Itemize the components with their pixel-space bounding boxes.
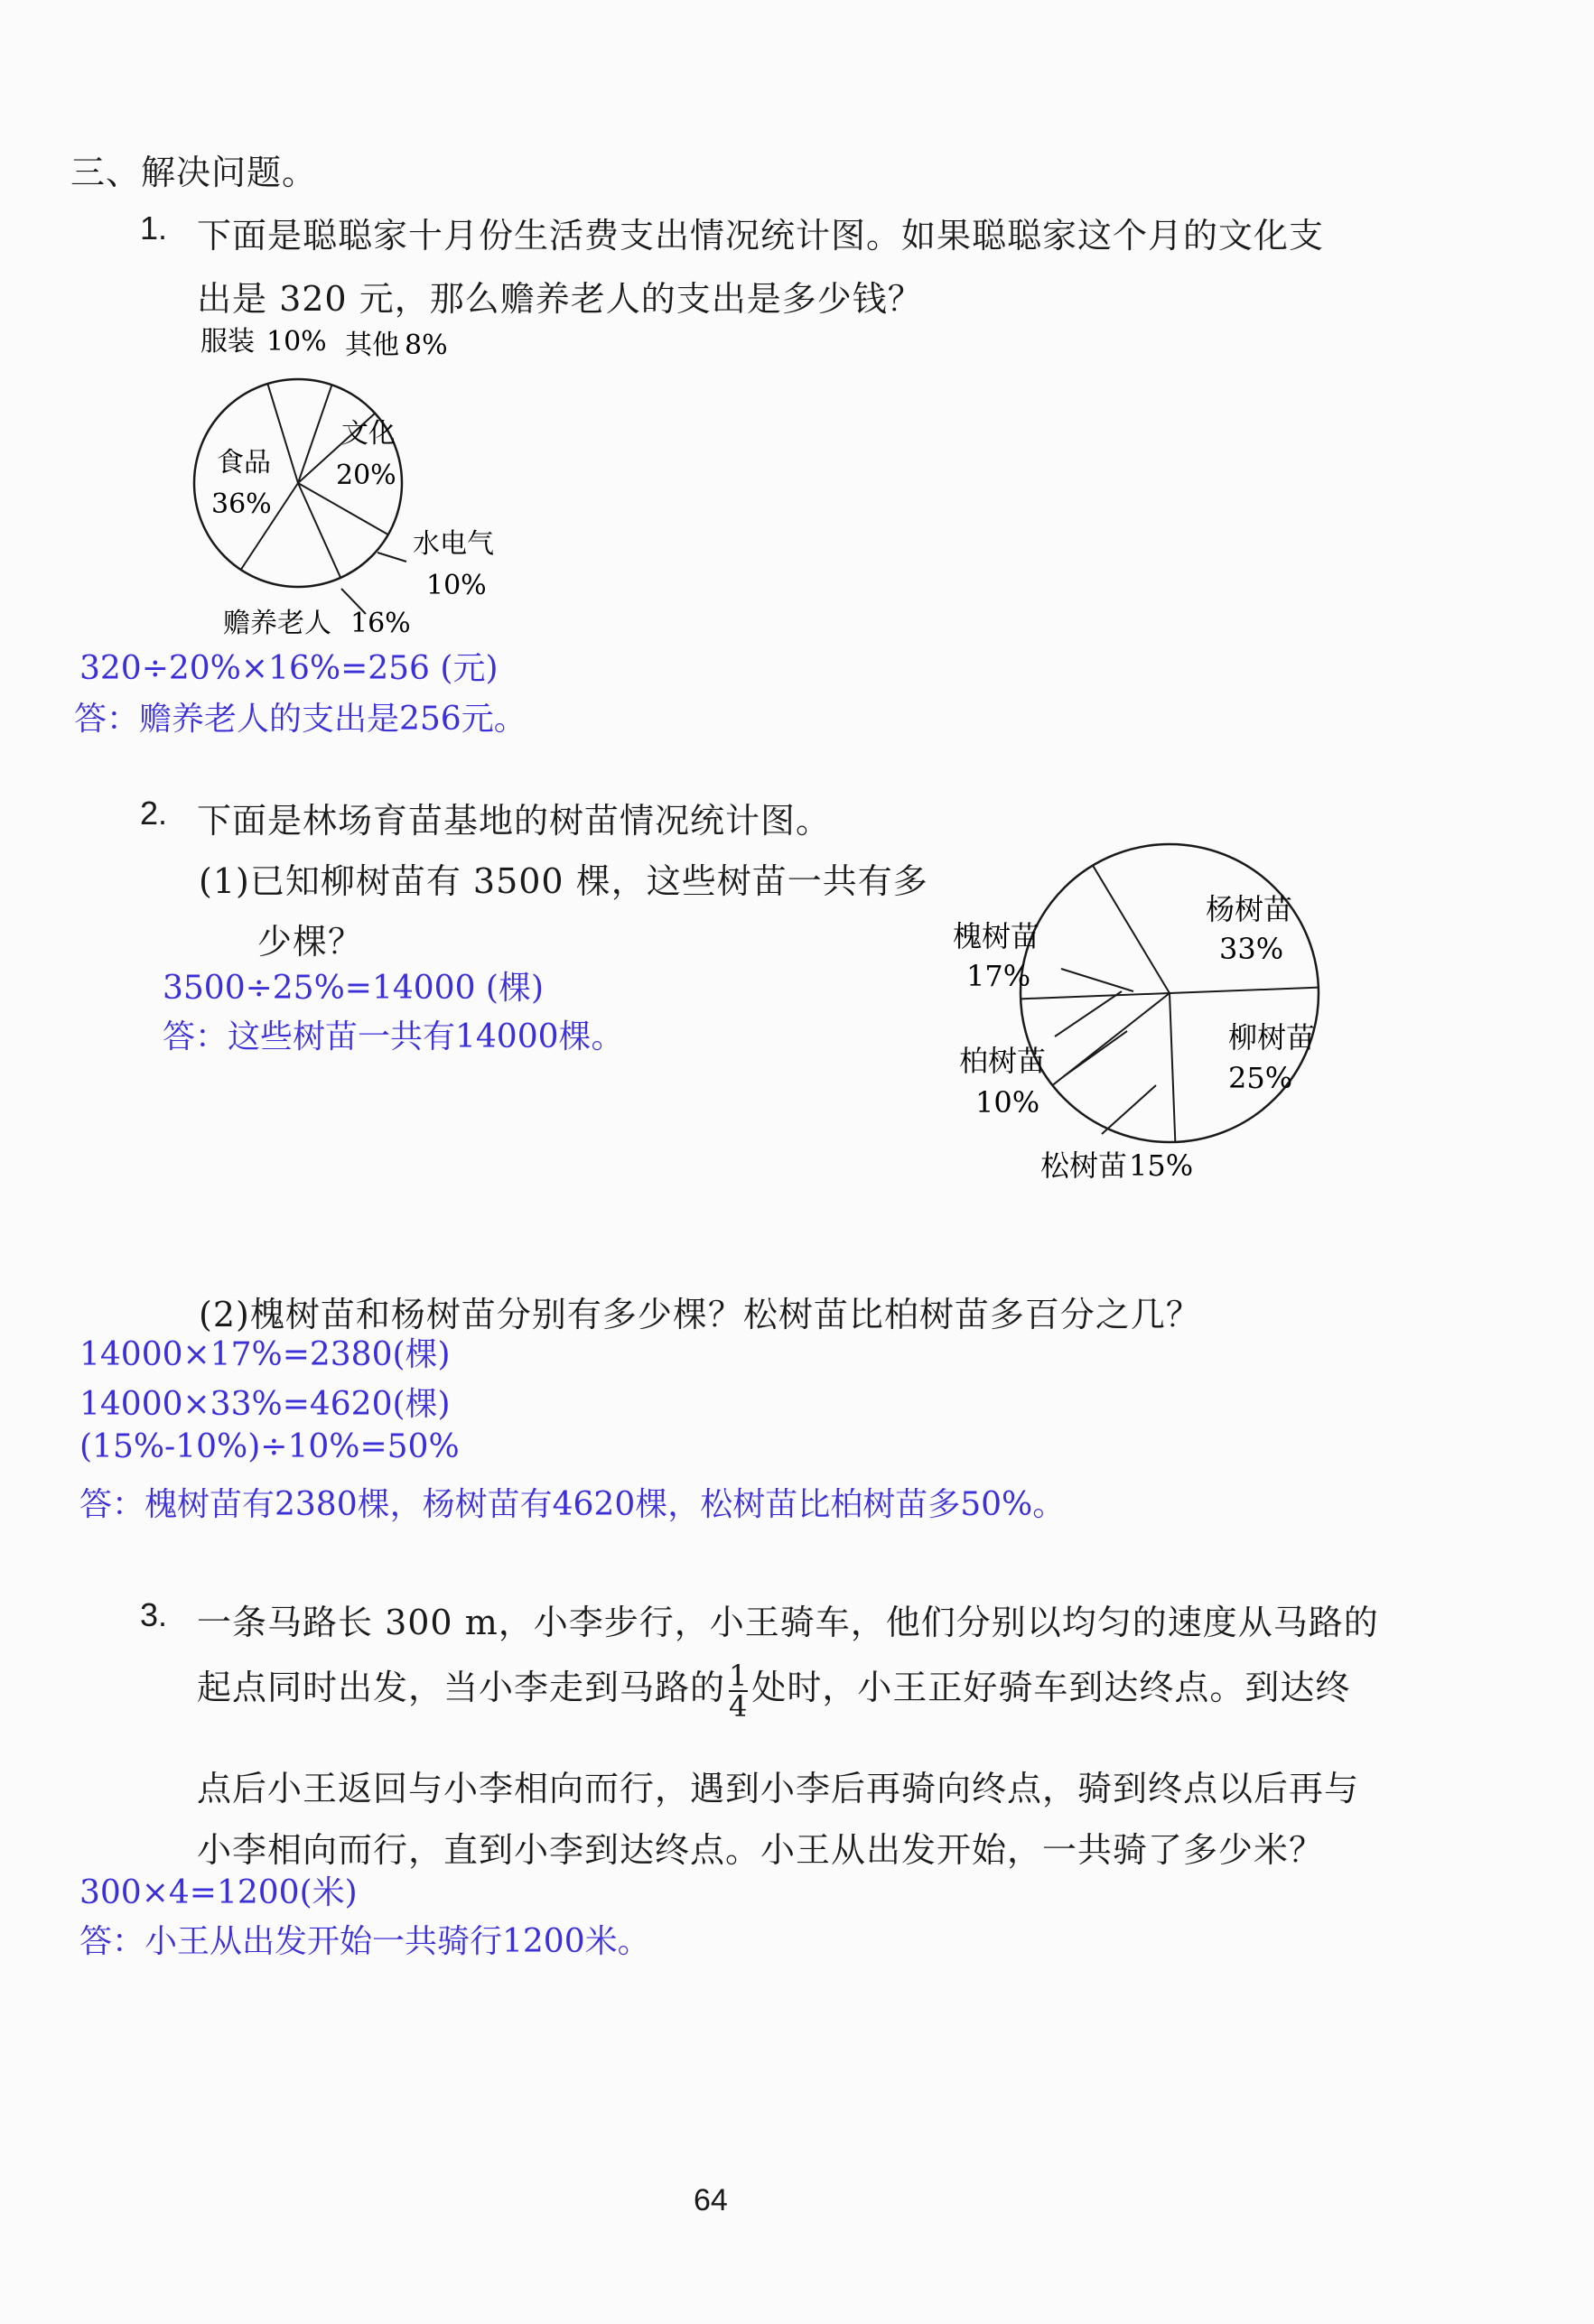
label-song: 松树苗 (1040, 1148, 1128, 1183)
q1-line2: 出是 320 元，那么赡养老人的支出是多少钱？ (197, 279, 923, 319)
label-song-pct: 15% (1129, 1148, 1194, 1183)
pie2-slice-boundary-3 (1170, 993, 1175, 1142)
q2-number: 2. (140, 795, 168, 832)
q3-line1: 一条马路长 300 m，小李步行，小王骑车，他们分别以均匀的速度从马路的 (197, 1603, 1379, 1642)
pie-chart-saplings (939, 840, 1391, 1201)
label-elderly-pct: 16% (350, 608, 411, 639)
q3-answer-text: 答：小王从出发开始一共骑行1200米。 (79, 1923, 650, 1960)
q1-answer-text: 答：赡养老人的支出是256元。 (74, 701, 527, 738)
q3-line3: 点后小王返回与小李相向而行，遇到小李后再骑向终点，骑到终点以后再与 (197, 1769, 1360, 1808)
q2-part1-line1: (1)已知柳树苗有 3500 棵，这些树苗一共有多 (199, 861, 928, 901)
label-huai-pct: 17% (966, 959, 1031, 993)
pie2-slice-boundary-2 (1170, 988, 1319, 993)
pie2-slice-boundary-5 (1021, 993, 1170, 999)
label-food: 食品 (217, 447, 271, 479)
pie1-slice-boundary-5 (298, 483, 340, 578)
leader-line-bai-1 (1055, 991, 1122, 1037)
label-utilities: 水电气 (413, 528, 494, 560)
fraction-numerator: 1 (729, 1658, 749, 1693)
q1-answer-calc: 320÷20%×16%=256 (元) (79, 650, 499, 687)
label-yang: 杨树苗 (1206, 892, 1293, 926)
q3-line2 (197, 1658, 1351, 1724)
label-culture-pct: 20% (336, 460, 396, 491)
q2-part2-calc1: 14000×17%=2380(棵) (79, 1336, 451, 1373)
fraction-denominator: 4 (729, 1688, 749, 1724)
q3-line2-before: 起点同时出发，当小李走到马路的 (197, 1668, 726, 1707)
pie2-slice-boundary-1 (1093, 866, 1170, 993)
fraction-one-quarter (729, 1658, 749, 1724)
pie-chart-living-expenses (181, 325, 542, 650)
q2-intro: 下面是林场育苗基地的树苗情况统计图。 (197, 801, 832, 841)
label-bai-pct: 10% (975, 1085, 1040, 1120)
q2-part1-answer: 答：这些树苗一共有14000棵。 (163, 1018, 624, 1055)
q2-part2-calc2: 14000×33%=4620(棵) (79, 1386, 451, 1423)
label-bai: 柏树苗 (959, 1044, 1047, 1078)
label-other-pct: 8% (405, 330, 448, 361)
q1-line1: 下面是聪聪家十月份生活费支出情况统计图。如果聪聪家这个月的文化支 (197, 216, 1325, 256)
label-liu-pct: 25% (1228, 1061, 1293, 1095)
q3-answer-calc: 300×4=1200(米) (79, 1874, 358, 1911)
leader-line-utilities (378, 553, 406, 562)
label-culture: 文化 (341, 418, 396, 450)
q3-number: 3. (140, 1596, 168, 1633)
label-clothing-pct: 10% (266, 326, 327, 358)
label-liu: 柳树苗 (1228, 1020, 1316, 1055)
q2-part2-question: (2)槐树苗和杨树苗分别有多少棵？松树苗比柏树苗多百分之几？ (199, 1295, 1201, 1334)
q3-line4: 小李相向而行，直到小李到达终点。小王从出发开始，一共骑了多少米？ (197, 1830, 1325, 1870)
label-food-pct: 36% (211, 488, 272, 520)
leader-line-bai-2 (1064, 1031, 1127, 1076)
label-elderly: 赡养老人 (223, 608, 331, 639)
q2-part2-calc3: (15%-10%)÷10%=50% (79, 1428, 460, 1465)
q2-part1-calc: 3500÷25%=14000 (棵) (163, 970, 545, 1007)
q3-line2-after: 处时，小王正好骑车到达终点。到达终 (751, 1668, 1351, 1707)
label-other: 其他 (345, 330, 399, 361)
page-number: 64 (694, 2183, 728, 2217)
pie1-slice-boundary-1 (267, 384, 298, 483)
label-huai: 槐树苗 (953, 919, 1040, 953)
leader-line-huai (1061, 969, 1133, 991)
label-clothing: 服装 (200, 326, 255, 358)
q2-part1-line2: 少棵？ (257, 922, 364, 962)
section-title: 三、解决问题。 (70, 153, 318, 192)
leader-line-song (1102, 1085, 1156, 1134)
label-yang-pct: 33% (1219, 932, 1284, 966)
q2-part2-answer: 答：槐树苗有2380棵，杨树苗有4620棵，松树苗比柏树苗多50%。 (79, 1486, 1066, 1523)
pie2-slices (1021, 844, 1319, 1142)
label-utilities-pct: 10% (426, 570, 487, 601)
q1-number: 1. (140, 209, 168, 246)
